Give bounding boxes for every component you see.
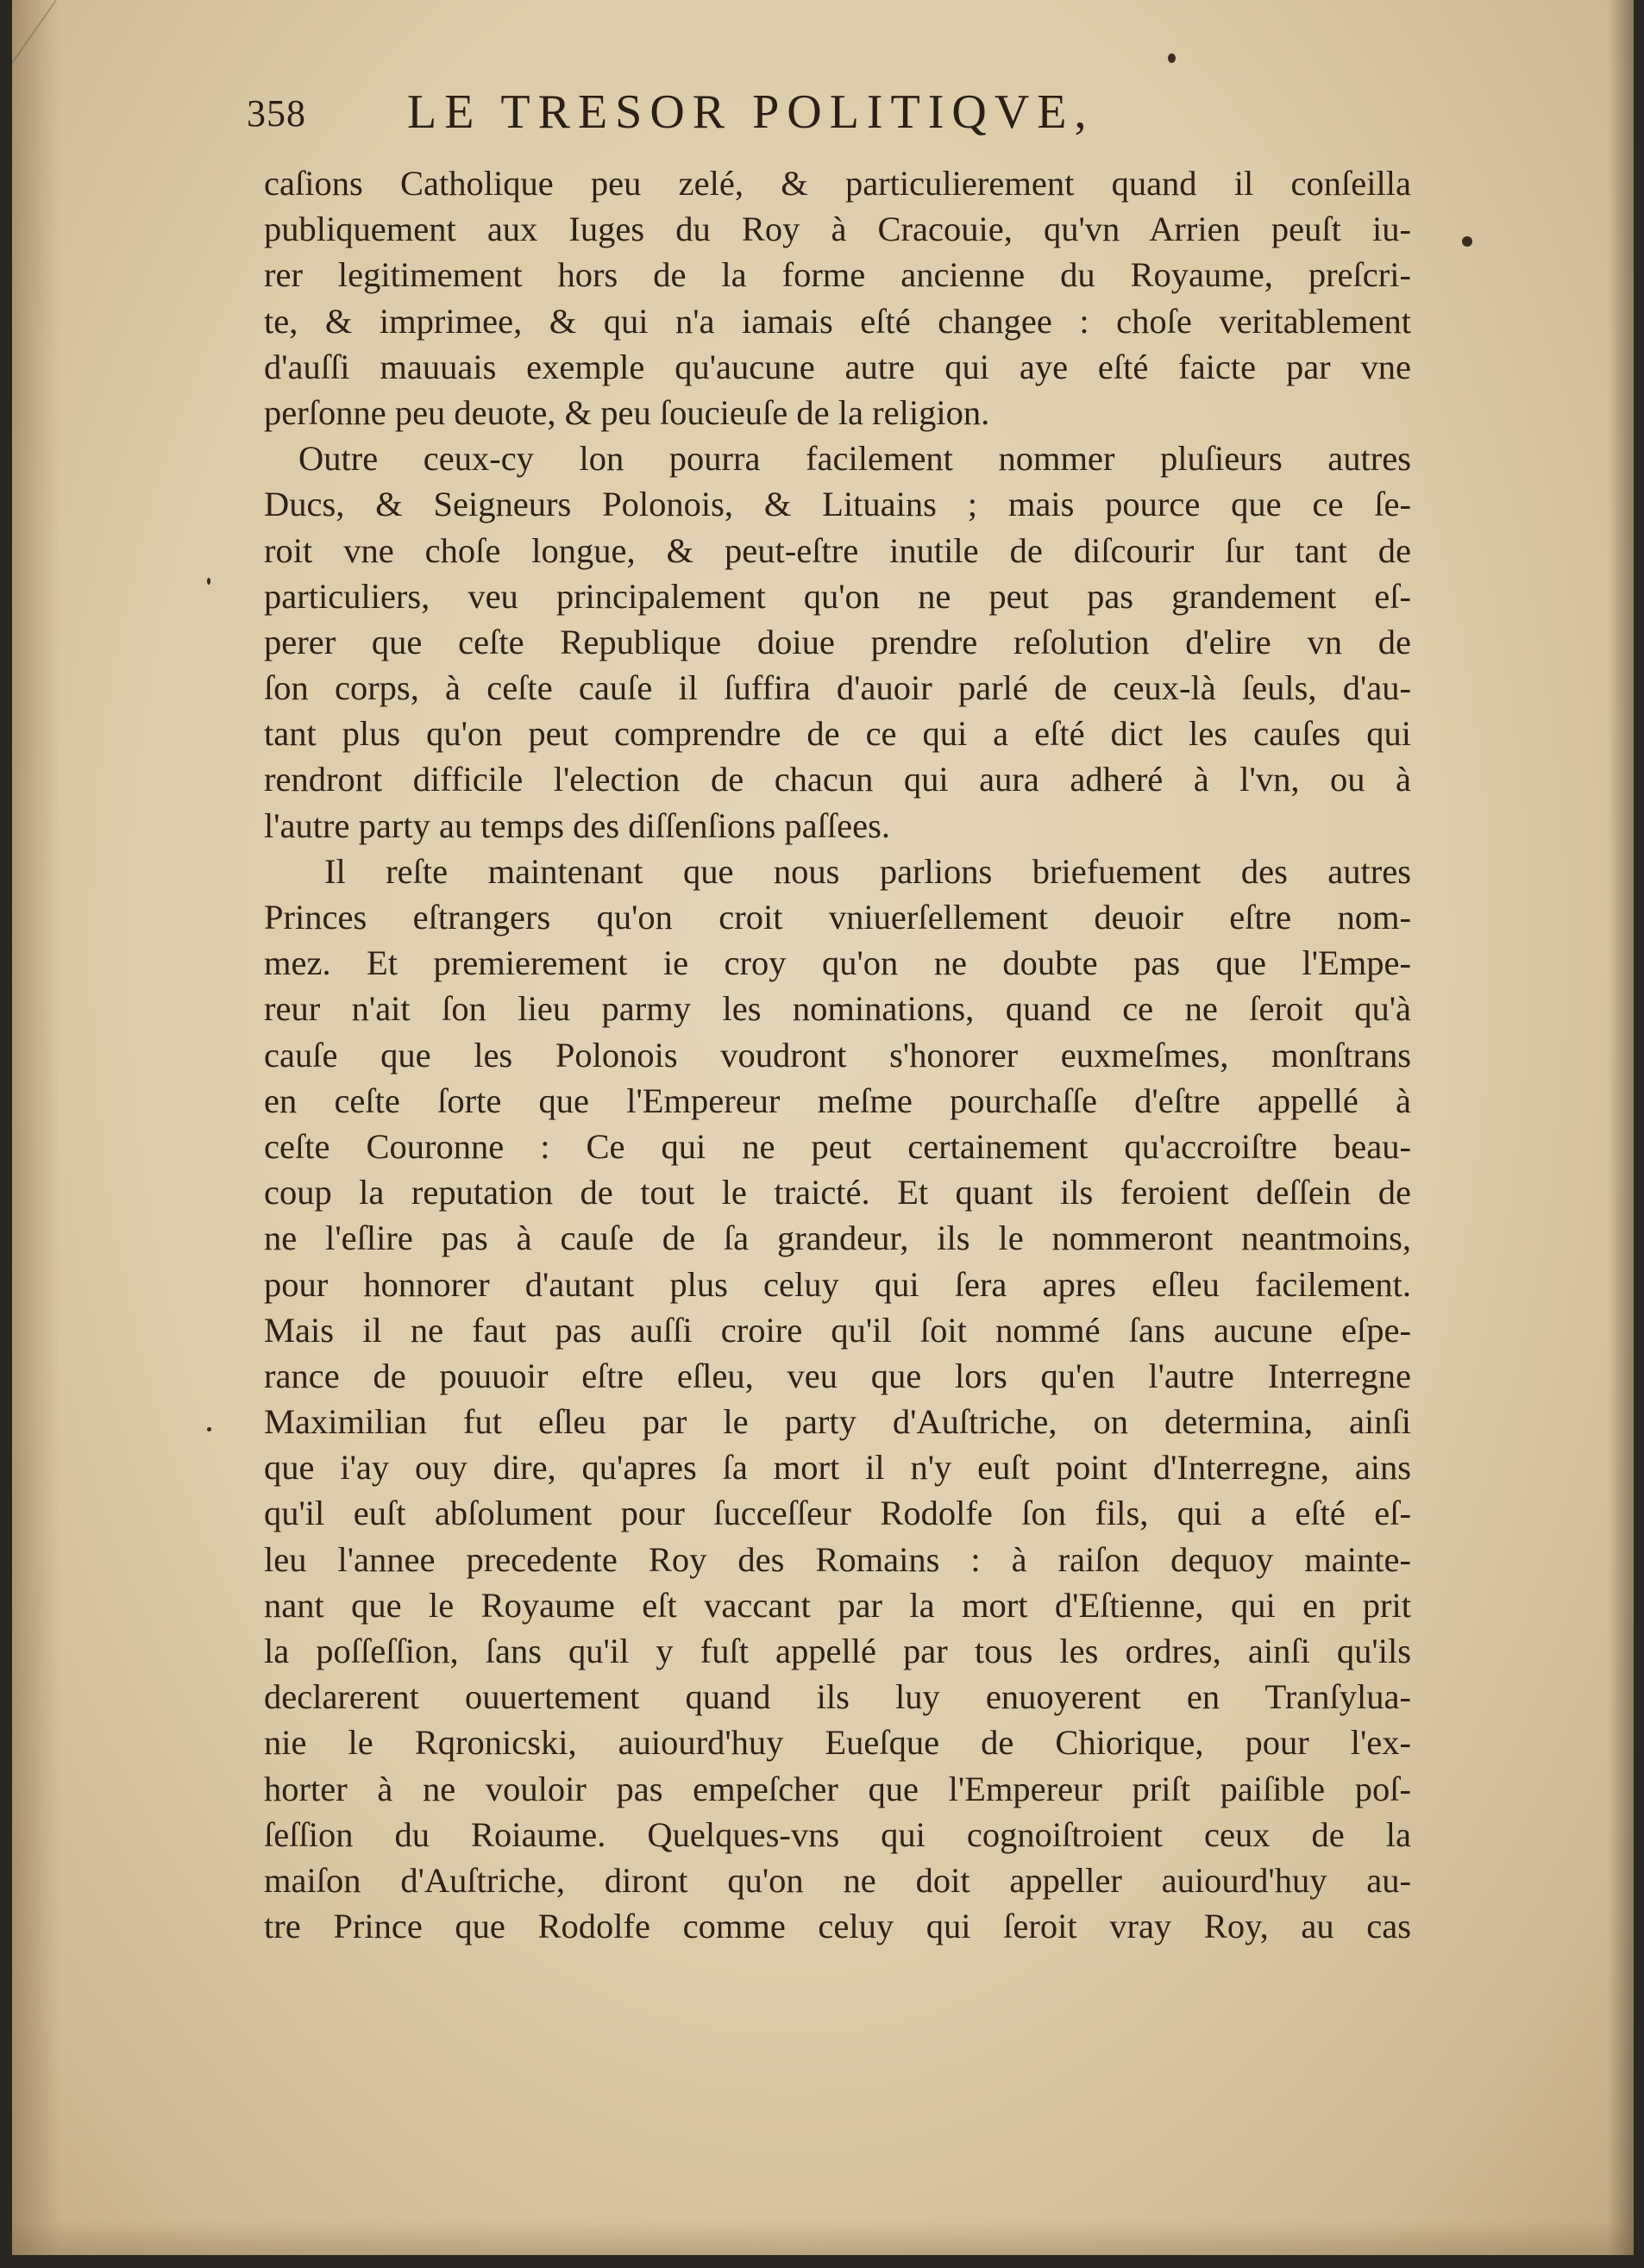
paragraph-start-line: Outre ceux-cy lon pourra facilement nommer pluſieurs autres	[298, 439, 1411, 479]
text-line: declarerent ouuertement quand ils luy enuoyerent en Tranſylua-	[264, 1677, 1411, 1717]
body-text	[264, 160, 1411, 1949]
page-number: 358	[247, 92, 306, 135]
text-line: maiſon d'Auſtriche, diront qu'on ne doit appeller auiourd'huy au-	[264, 1860, 1411, 1900]
text-line: que i'ay ouy dire, qu'apres ſa mort il n'y euſt point d'Interregne, ains	[264, 1448, 1411, 1488]
text-line: te, & imprimee, & qui n'a iamais eſté changee : choſe veritablement	[264, 301, 1411, 341]
text-line: roit vne choſe longue, & peut-eſtre inutile de diſcourir ſur tant de	[264, 530, 1411, 570]
text-line: la poſſeſſion, ſans qu'il y fuſt appellé par tous les ordres, ainſi qu'ils	[264, 1632, 1411, 1670]
text-line: perer que ceſte Republique doiue prendre reſolution d'elire vn de	[264, 622, 1411, 661]
running-title: LE TRESOR POLITIQVE,	[407, 85, 1095, 139]
text-line: qu'il euſt abſolument pour ſucceſſeur Rodolfe ſon fils, qui a eſté eſ-	[264, 1494, 1411, 1533]
text-line: l'autre party au temps des diſſenſions paſſees.	[264, 805, 890, 845]
text-line: ne l'eſlire pas à cauſe de ſa grandeur, ils le nommeront neantmoins,	[264, 1219, 1411, 1258]
text-line: d'auſſi mauuais exemple qu'aucune autre qui aye eſté faicte par vne	[264, 347, 1411, 386]
ink-speck	[1168, 53, 1176, 63]
text-line: reur n'ait ſon lieu parmy les nominations, quand ce ne ſeroit qu'à	[264, 989, 1411, 1029]
text-line: ſon corps, à ceſte cauſe il ſuffira d'auoir parlé de ceux-là ſeuls, d'au-	[264, 668, 1411, 708]
gutter-shadow	[12, 0, 60, 2255]
page-edge	[1608, 0, 1634, 2255]
ink-speck	[1462, 236, 1472, 247]
text-line: caſions Catholique peu zelé, & particulierement quand il conſeilla	[264, 164, 1411, 203]
running-head	[247, 85, 1204, 145]
text-line: publiquement aux Iuges du Roy à Cracouie, qu'vn Arrien peuſt iu-	[264, 210, 1411, 249]
text-line: pour honnorer d'autant plus celuy qui ſera apres eſleu facilement.	[264, 1264, 1411, 1304]
text-line: ſeſſion du Roiaume. Quelques-vns qui cognoiſtroient ceux de la	[264, 1814, 1411, 1854]
text-line: rer legitimement hors de la forme ancienne du Royaume, preſcri-	[264, 255, 1411, 295]
ink-speck	[207, 1427, 211, 1432]
text-line: nie le Rqronicski, auiourd'huy Eueſque de Chiorique, pour l'ex-	[264, 1723, 1411, 1763]
ink-speck	[207, 578, 210, 585]
page-bottom-edge	[12, 2221, 1634, 2255]
text-line: nant que le Royaume eſt vaccant par la mort d'Eſtienne, qui en prit	[264, 1585, 1411, 1625]
text-line: perſonne peu deuote, & peu ſoucieuſe de la religion.	[264, 392, 990, 432]
text-line: cauſe que les Polonois voudront s'honorer euxmeſmes, monſtrans	[264, 1035, 1411, 1074]
text-line: Maximilian fut eſleu par le party d'Auſtriche, on determina, ainſi	[264, 1402, 1411, 1442]
text-line: leu l'annee precedente Roy des Romains : à raiſon dequoy mainte-	[264, 1539, 1411, 1579]
text-line: horter à ne vouloir pas empeſcher que l'Empereur priſt paiſible poſ-	[264, 1769, 1411, 1808]
book-page	[12, 0, 1634, 2255]
text-line: ceſte Couronne : Ce qui ne peut certainement qu'accroiſtre beau-	[264, 1126, 1411, 1166]
text-line: coup la reputation de tout le traicté. Et quant ils feroient deſſein de	[264, 1173, 1411, 1212]
text-line: rendront difficile l'election de chacun qui aura adheré à l'vn, ou à	[264, 760, 1411, 799]
text-line: rance de pouuoir eſtre eſleu, veu que lors qu'en l'autre Interregne	[264, 1356, 1411, 1395]
text-line: tre Prince que Rodolfe comme celuy qui ſeroit vray Roy, au cas	[264, 1907, 1411, 1946]
text-line: Princes eſtrangers qu'on croit vniuerſellement deuoir eſtre nom-	[264, 898, 1411, 937]
text-line: Mais il ne faut pas auſſi croire qu'il ſoit nommé ſans aucune eſpe-	[264, 1310, 1411, 1350]
text-line: tant plus qu'on peut comprendre de ce qui a eſté dict les cauſes qui	[264, 714, 1411, 754]
text-line: en ceſte ſorte que l'Empereur meſme pourchaſſe d'eſtre appellé à	[264, 1081, 1411, 1120]
text-line: particuliers, veu principalement qu'on ne peut pas grandement eſ-	[264, 576, 1411, 616]
paragraph-start-line: Il reſte maintenant que nous parlions briefuement des autres	[324, 851, 1411, 891]
text-line: mez. Et premierement ie croy qu'on ne doubte pas que l'Empe-	[264, 943, 1411, 983]
text-line: Ducs, & Seigneurs Polonois, & Lituains ; mais pource que ce ſe-	[264, 485, 1411, 524]
